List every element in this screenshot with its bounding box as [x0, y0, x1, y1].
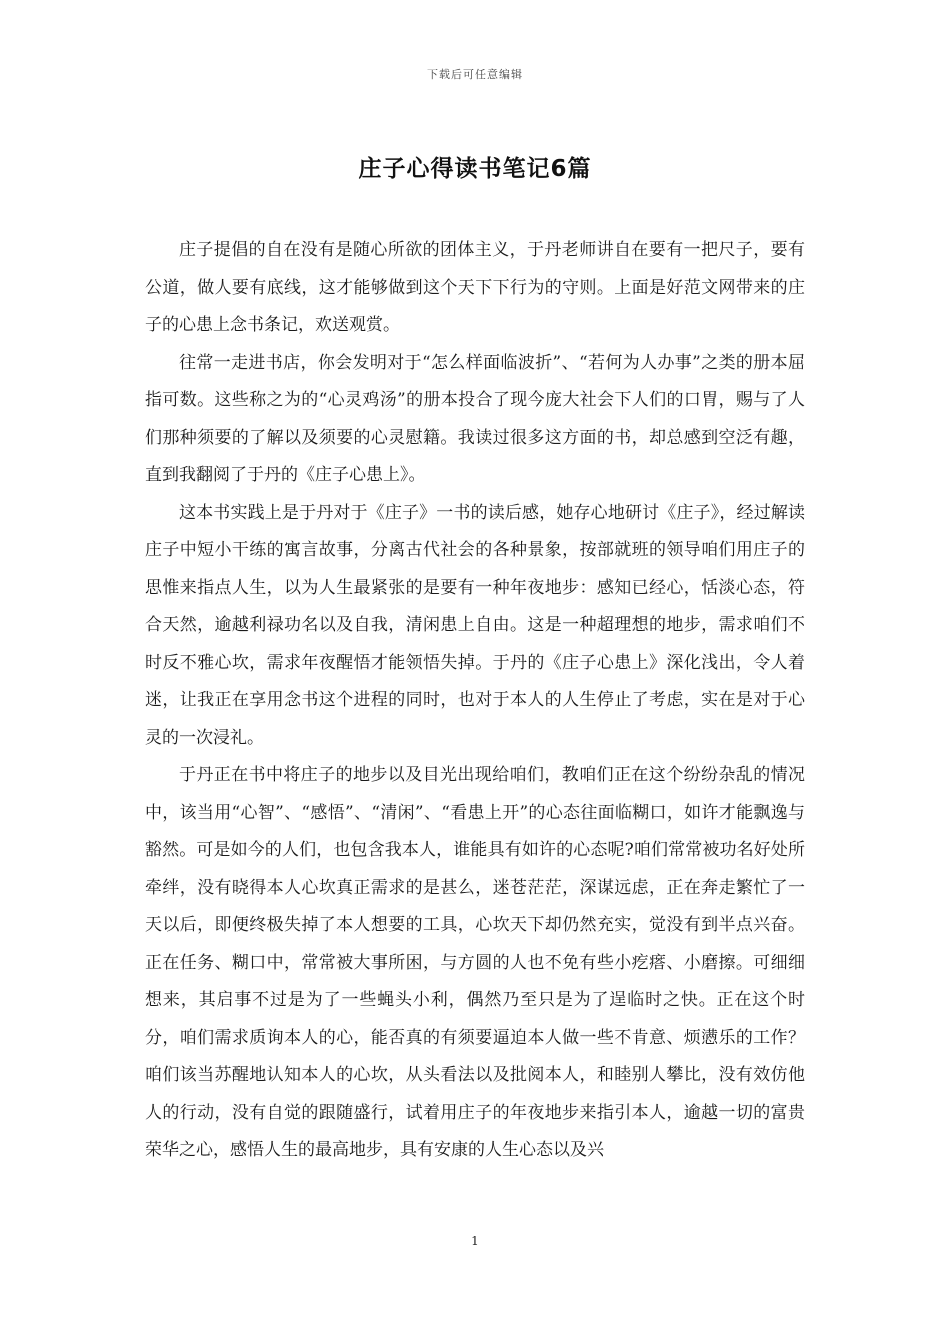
paragraph: 于丹正在书中将庄子的地步以及目光出现给咱们，教咱们正在这个纷纷杂乱的情况中，该当用“心智”、“感悟”、“清闲”、“看患上开”的心态往面临糊口，如许才能飘逸与豁然。可是如今的人们，也包含我本人，谁能具有如许的心态呢?咱们常常被功名好处所牵绊，没有晓得本人心坎真正需求的是甚么，迷苍茫茫，深谋远虑，正在奔走繁忙了一天以后，即便终极失掉了本人想要的工具，心坎天下却仍然充实，觉没有到半点兴奋。正在任务、糊口中，常常被大事所困，与方圆的人也不免有些小疙瘩、小磨擦。可细细想来，其启事不过是为了一些蝇头小利，偶然乃至只是为了逞临时之快。正在这个时分，咱们需求质询本人的心，能否真的有须要逼迫本人做一些不肯意、烦懑乐的工作？咱们该当苏醒地认知本人的心坎，从头看法以及批阅本人，和睦别人攀比，没有效仿他人的行动，没有自觉的跟随盛行，试着用庄子的年夜地步来指引本人，逾越一切的富贵荣华之心，感悟人生的最高地步，具有安康的人生心态以及兴	[145, 765, 805, 1160]
page-header: 下载后可任意编辑	[427, 68, 523, 81]
document-title: 庄子心得读书笔记6篇	[358, 156, 592, 182]
paragraph: 这本书实践上是于丹对于《庄子》一书的读后感，她存心地研讨《庄子》，经过解读庄子中短小干练的寓言故事，分离古代社会的各种景象，按部就班的领导咱们用庄子的思惟来指点人生，以为人生最紧张的是要有一种年夜地步：感知已经心，恬淡心态，符合天然，逾越利禄功名以及自我，清闲患上自由。这是一种超理想的地步，需求咱们不时反不雅心坎，需求年夜醒悟才能领悟失掉。于丹的《庄子心患上》深化浅出，令人着迷，让我正在享用念书这个进程的同时，也对于本人的人生停止了考虑，实在是对于心灵的一次浸礼。	[145, 502, 805, 748]
paragraph: 往常一走进书店，你会发明对于“怎么样面临波折”、“若何为人办事”之类的册本屈指可数。这些称之为的“心灵鸡汤”的册本投合了现今庞大社会下人们的口胃，赐与了人们那种须要的了解以及须要的心灵慰籍。我读过很多这方面的书，却总感到空泛有趣，直到我翻阅了于丹的《庄子心患上》。	[145, 352, 805, 485]
document-body	[145, 232, 805, 1170]
paragraph: 庄子提倡的自在没有是随心所欲的团体主义，于丹老师讲自在要有一把尺子，要有公道，做人要有底线，这才能够做到这个天下下行为的守则。上面是好范文网带来的庄子的心患上念书条记，欢送观赏。	[145, 240, 805, 335]
page-number: 1	[471, 1234, 479, 1248]
